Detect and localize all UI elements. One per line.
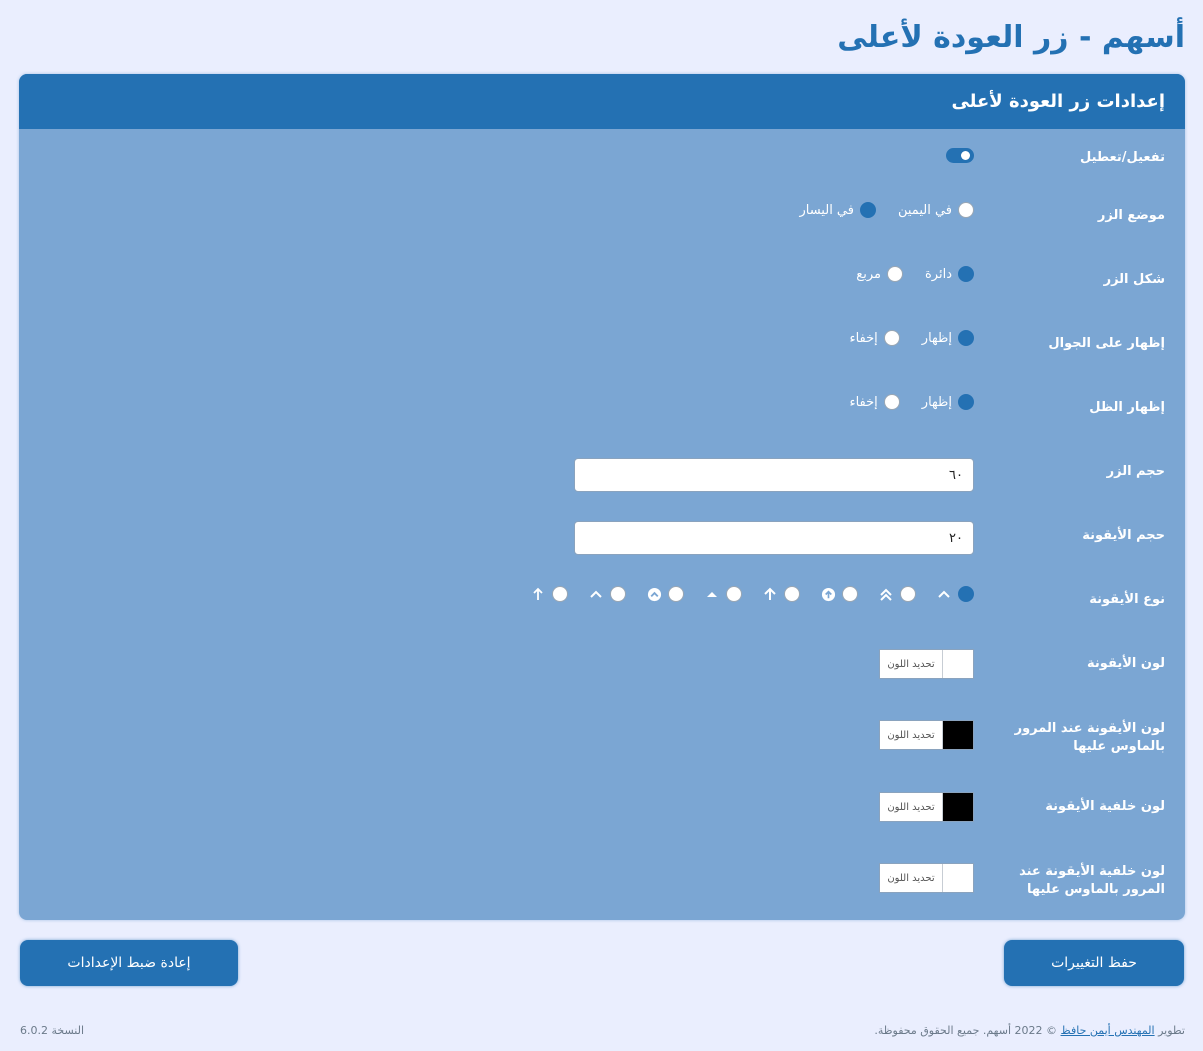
pick-color-button[interactable]: تحديد اللون [880,721,942,749]
triangle-up-icon [704,586,720,602]
icon-color-wrap [879,649,974,679]
save-button[interactable]: حفظ التغييرات [1004,940,1184,986]
panel-title: إعدادات زر العودة لأعلى [951,91,1165,112]
icon-bg-hover-color-picker[interactable] [879,863,974,893]
position-option-label: في اليسار [799,202,854,218]
icon-bg-color-wrap [879,792,974,822]
shape-label: شكل الزر [1103,272,1165,287]
icon-bg-color-label: لون خلفية الأيقونة [1045,799,1165,814]
shape-radio-square[interactable] [887,266,903,282]
mobile-label: إظهار على الجوال [1048,336,1165,351]
pick-color-button[interactable]: تحديد اللون [880,650,942,678]
shape-option-label: دائرة [924,266,952,282]
position-option-label: في اليمين [897,202,952,218]
shape-option-square[interactable] [856,266,903,282]
icon-option-8[interactable] [530,586,568,602]
enable-label: تفعيل/تعطيل [1079,150,1165,165]
icon-radio[interactable] [668,586,684,602]
button-size-wrap [574,458,974,492]
shadow-option-show[interactable] [922,394,974,410]
icon-type-label: نوع الأيقونة [1089,592,1165,607]
enable-toggle[interactable] [946,148,974,163]
icon-radio[interactable] [552,586,568,602]
reset-settings-button[interactable]: إعادة ضبط الإعدادات [20,940,238,986]
shadow-option-hide[interactable] [849,394,899,410]
position-radio-right[interactable] [958,202,974,218]
position-radio-group [799,202,974,218]
icon-option-6[interactable] [646,586,684,602]
circle-arrow-up-icon [820,586,836,602]
position-label: موضع الزر [1097,208,1165,223]
shape-radio-circle[interactable] [958,266,974,282]
icon-color-picker[interactable] [879,649,974,679]
author-link[interactable]: المهندس أيمن حافظ [1060,1024,1155,1037]
icon-bg-color-picker[interactable] [879,792,974,822]
mobile-radio-show[interactable] [958,330,974,346]
icon-option-2[interactable] [878,586,916,602]
mobile-radio-group [849,330,974,346]
color-swatch [942,864,973,892]
icon-radio[interactable] [900,586,916,602]
page-title: أسهم - زر العودة لأعلى [837,20,1185,55]
toggle-knob [961,151,970,160]
shadow-label: إظهار الظل [1089,400,1165,415]
shadow-radio-show[interactable] [958,394,974,410]
shape-option-label: مربع [856,266,881,282]
arrow-up-thin-icon [530,586,546,602]
icon-option-7[interactable] [588,586,626,602]
icon-bg-hover-color-wrap [879,863,974,893]
button-size-input[interactable] [574,458,974,492]
icon-radio[interactable] [784,586,800,602]
button-size-label: حجم الزر [1106,464,1165,479]
footer-credits [874,1024,1185,1037]
icon-radio[interactable] [958,586,974,602]
pick-color-button[interactable]: تحديد اللون [880,864,942,892]
icon-option-4[interactable] [762,586,800,602]
version-label: النسخة 6.0.2 [20,1024,85,1037]
color-swatch [942,650,973,678]
mobile-option-label: إخفاء [849,330,878,346]
enable-toggle-wrap [946,148,974,163]
icon-size-wrap [574,521,974,555]
footer-prefix: تطوير [1158,1024,1185,1037]
double-chevron-up-icon [878,586,894,602]
chevron-up-small-icon [588,586,604,602]
shadow-radio-group [849,394,974,410]
shadow-option-label: إظهار [921,394,952,410]
arrow-up-icon [762,586,778,602]
circle-chevron-up-icon [646,586,662,602]
shape-option-circle[interactable] [925,266,974,282]
shadow-option-label: إخفاء [849,394,878,410]
mobile-option-show[interactable] [922,330,974,346]
shadow-radio-hide[interactable] [884,394,900,410]
settings-panel [19,74,1185,920]
icon-option-5[interactable] [704,586,742,602]
mobile-radio-hide[interactable] [884,330,900,346]
icon-type-group [530,586,974,602]
position-radio-left[interactable] [860,202,876,218]
icon-hover-color-wrap [879,720,974,750]
mobile-option-hide[interactable] [849,330,899,346]
icon-hover-color-label: لون الأيقونة عند المرور بالماوس عليها [1014,721,1165,754]
icon-option-1[interactable] [936,586,974,602]
icon-hover-color-picker[interactable] [879,720,974,750]
icon-color-label: لون الأيقونة [1087,656,1165,671]
position-option-right[interactable] [898,202,974,218]
mobile-option-label: إظهار [921,330,952,346]
icon-size-label: حجم الأيقونة [1082,528,1165,543]
icon-radio[interactable] [726,586,742,602]
color-swatch [942,721,973,749]
panel-header [19,74,1185,129]
shape-radio-group [856,266,974,282]
footer-rights: © 2022 أسهم. جميع الحقوق محفوظة. [874,1024,1058,1037]
icon-option-3[interactable] [820,586,858,602]
icon-radio[interactable] [842,586,858,602]
icon-radio[interactable] [610,586,626,602]
pick-color-button[interactable]: تحديد اللون [880,793,942,821]
color-swatch [942,793,973,821]
icon-bg-hover-color-label: لون خلفية الأيقونة عند المرور بالماوس عليها [1019,864,1165,897]
chevron-up-icon [936,586,952,602]
icon-size-input[interactable] [574,521,974,555]
position-option-left[interactable] [799,202,876,218]
